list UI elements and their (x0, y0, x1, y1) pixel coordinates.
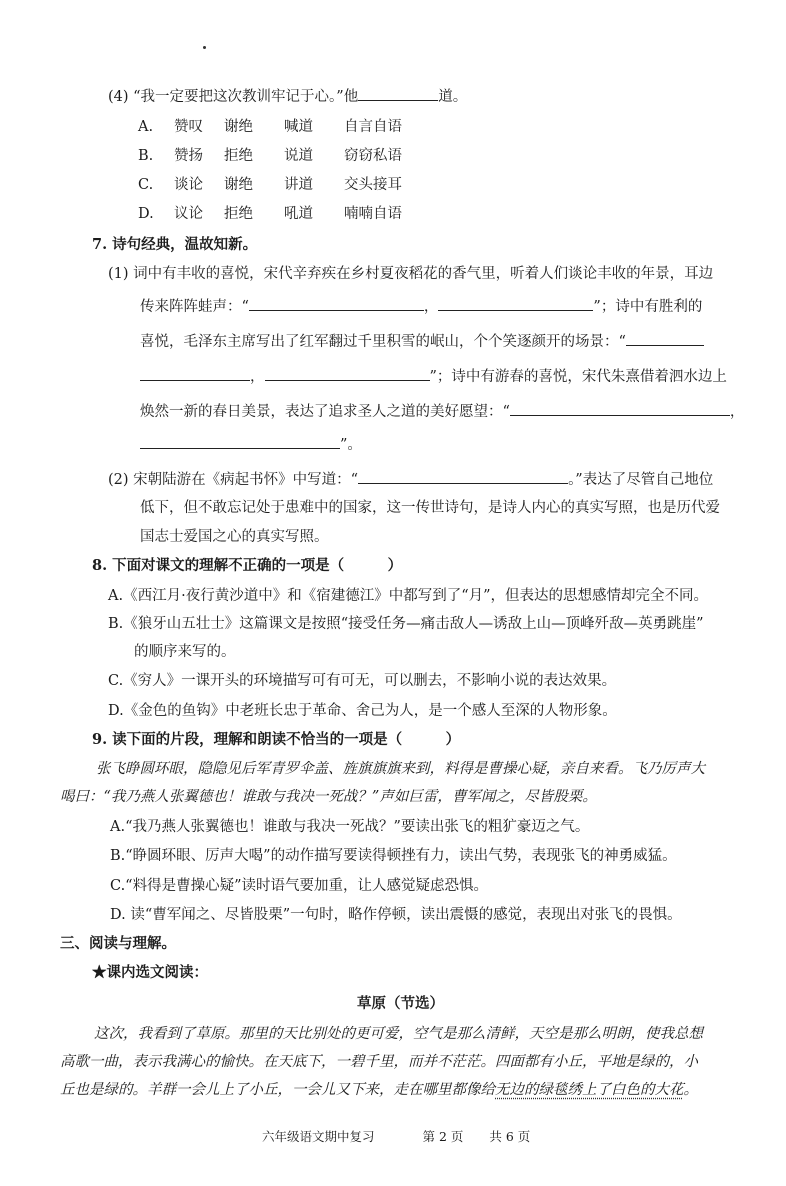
q9-option-b[interactable]: B.“睁圆环眼、厉声大喝”的动作描写要读得顿挫有力，读出气势，表现张飞的神勇威猛。 (110, 848, 677, 864)
q7-title: 7. 诗句经典，温故知新。 (92, 236, 258, 253)
q7-p1-line5 (140, 401, 744, 422)
option-word: 交头接耳 (344, 177, 402, 193)
option-word: 谢绝 (224, 177, 253, 193)
q7-text: ”。 (340, 437, 362, 453)
q7-blank-4[interactable] (265, 366, 430, 381)
q7-p1-line2 (140, 296, 702, 317)
passage-text: 。 (683, 1082, 698, 1098)
q7-blank-1[interactable] (249, 296, 424, 311)
q9-option-d[interactable]: D. 读“曹军闻之、尽皆股栗”一句时，略作停顿，读出震慑的感觉，表现出对张飞的畏惧。 (110, 907, 682, 923)
option-word: 自言自语 (344, 119, 402, 135)
q4-stem-text: (4) “我一定要把这次教训牢记于心。”他 (108, 89, 359, 105)
q8-option-b[interactable]: B.《狼牙山五壮士》这篇课文是按照“接受任务—痛击敌人—诱敌上山—顶峰歼敌—英勇跳崖” (108, 616, 704, 632)
q9-passage-line1: 张飞睁圆环眼，隐隐见后军青罗伞盖、旌旗旗旗来到，料得是曹操心疑，亲自来看。飞乃厉声大 (96, 761, 705, 777)
q4-option-b[interactable] (138, 146, 402, 166)
q7-blank-3-cont[interactable] (140, 366, 250, 381)
option-letter: D. (138, 206, 154, 222)
option-word: 赞扬 (174, 148, 203, 164)
q9-passage-line2: 喝曰：“我乃燕人张翼德也！谁敢与我决一死战？”声如巨雷，曹军闻之，尽皆股栗。 (60, 789, 597, 805)
q7-blank-7[interactable] (358, 469, 568, 484)
section3-subtitle: ★课内选文阅读： (92, 964, 208, 981)
q7-p2-line2: 低下，但不敢忘记处于患难中的国家，这一传世诗句，是诗人内心的真实写照，也是历代爱 (140, 500, 720, 516)
q8-option-b-cont: 的顺序来写的。 (134, 644, 236, 660)
option-word: 谢绝 (224, 119, 253, 135)
footer-total-pages: 共 6 页 (489, 1129, 531, 1144)
footer (262, 1127, 530, 1147)
q7-blank-2[interactable] (438, 296, 593, 311)
q4-answer-blank[interactable] (358, 86, 438, 101)
option-word: 谈论 (174, 177, 203, 193)
option-word: 拒绝 (224, 206, 253, 222)
option-word: 说道 (284, 148, 313, 164)
footer-page-number: 第 2 页 (422, 1129, 464, 1144)
footer-course: 六年级语文期中复习 (262, 1129, 375, 1144)
q7-p2-line1 (108, 469, 713, 490)
q9-option-a[interactable]: A.“我乃燕人张翼德也！谁敢与我决一死战？”要读出张飞的粗犷豪迈之气。 (110, 819, 590, 835)
scan-speck (203, 46, 206, 49)
passage-line2: 高歌一曲，表示我满心的愉快。在天底下，一碧千里，而并不茫茫。四面都有小丘，平地是绿的，小 (60, 1054, 698, 1070)
q7-p1-line1: (1) 词中有丰收的喜悦，宋代辛弃疾在乡村夏夜稻花的香气里，听着人们谈论丰收的年景，耳边 (108, 266, 714, 282)
q7-p1-line4 (140, 366, 727, 387)
q7-text: ， (250, 369, 265, 385)
passage-emphasis: 无边的绿毯绣上了白色的大花 (495, 1082, 684, 1098)
option-word: 讲道 (284, 177, 313, 193)
q7-text: 传来阵阵蛙声：“ (140, 299, 249, 315)
q7-text: 。”表达了尽管自己地位 (568, 472, 714, 488)
q7-text: ， (423, 299, 439, 315)
option-word: 议论 (174, 206, 203, 222)
q7-p1-line6 (140, 434, 362, 455)
option-letter: C. (138, 177, 154, 193)
q7-text: ”；诗中有胜利的 (593, 299, 703, 315)
q7-text: 喜悦，毛泽东主席写出了红军翻过千里积雪的岷山，个个笑逐颜开的场景：“ (140, 334, 626, 350)
option-letter: B. (138, 148, 154, 164)
passage-text: 丘也是绿的。羊群一会儿上了小丘，一会儿又下来，走在哪里都像给 (60, 1082, 495, 1098)
q4-option-a[interactable] (138, 117, 402, 137)
q8-option-d[interactable]: D.《金色的鱼钩》中老班长忠于革命、舍己为人，是一个感人至深的人物形象。 (108, 703, 617, 719)
q7-text: 焕然一新的春日美景，表达了追求圣人之道的美好愿望：“ (140, 404, 510, 420)
q7-p1-line3 (140, 331, 704, 352)
passage-title: 草原（节选） (357, 995, 444, 1012)
q7-p2-line3: 国志士爱国之心的真实写照。 (140, 529, 329, 545)
option-word: 吼道 (284, 206, 313, 222)
option-word: 拒绝 (224, 148, 253, 164)
option-word: 窃窃私语 (344, 148, 402, 164)
q9-option-c[interactable]: C.“料得是曹操心疑”读时语气要加重，让人感觉疑虑恐惧。 (110, 878, 489, 894)
passage-line1: 这次，我看到了草原。那里的天比别处的更可爱，空气是那么清鲜，天空是那么明朗，使我总想 (94, 1026, 703, 1042)
q4-option-c[interactable] (138, 175, 402, 195)
q7-blank-6[interactable] (140, 434, 340, 449)
q8-option-a[interactable]: A.《西江月·夜行黄沙道中》和《宿建德江》中都写到了“月”，但表达的思想感情却完全不同。 (108, 588, 709, 604)
q7-blank-5[interactable] (510, 401, 730, 416)
q4-stem-end: 道。 (438, 89, 468, 105)
q8-title: 8. 下面对课文的理解不正确的一项是（ ） (92, 557, 403, 574)
section3-title: 三、阅读与理解。 (60, 935, 176, 952)
q7-text: ”；诗中有游春的喜悦，宋代朱熹借着泗水边上 (429, 369, 727, 385)
q4-stem (108, 86, 467, 107)
q8-option-c[interactable]: C.《穷人》一课开头的环境描写可有可无，可以删去，不影响小说的表达效果。 (108, 673, 617, 689)
q9-title: 9. 读下面的片段，理解和朗读不恰当的一项是（ ） (92, 731, 461, 748)
option-letter: A. (138, 119, 154, 135)
passage-line3 (60, 1080, 698, 1100)
q7-text: (2) 宋朝陆游在《病起书怀》中写道：“ (108, 472, 359, 488)
option-word: 赞叹 (174, 119, 203, 135)
q4-option-d[interactable] (138, 204, 402, 224)
option-word: 喊道 (284, 119, 313, 135)
q7-text: ， (729, 404, 745, 420)
option-word: 喃喃自语 (344, 206, 402, 222)
q7-blank-3[interactable] (626, 331, 704, 346)
